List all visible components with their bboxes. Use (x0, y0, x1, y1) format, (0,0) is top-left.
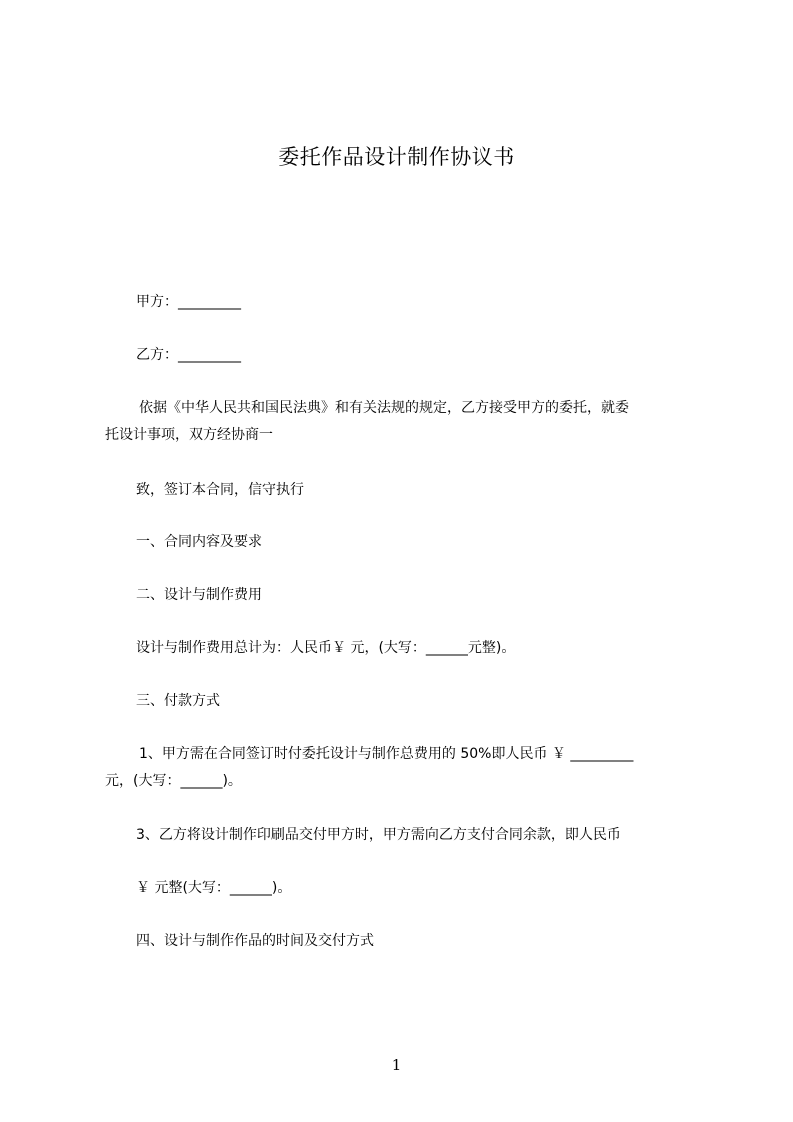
section-heading-payment: 三、付款方式 (136, 693, 220, 709)
document-title: 委托作品设计制作协议书 (278, 145, 515, 169)
payment-clause-1-line-2: 元，(大写：______)。 (105, 773, 242, 789)
payment-clause-3-line-1: 3、乙方将设计制作印刷品交付甲方时，甲方需向乙方支付合同余款，即人民币 (136, 827, 621, 843)
page-number: 1 (391, 1056, 402, 1074)
section-heading-fees: 二、设计与制作费用 (136, 587, 262, 603)
section-heading-contract-content: 一、合同内容及要求 (136, 534, 262, 550)
intro-paragraph-line-2: 托设计事项，双方经协商一 (105, 427, 273, 443)
intro-paragraph-line-3: 致，签订本合同，信守执行 (136, 482, 304, 498)
payment-clause-3-line-2: ￥ 元整(大写：______)。 (136, 880, 292, 896)
party-b-line: 乙方：_________ (136, 347, 241, 363)
party-a-line: 甲方：_________ (136, 294, 241, 310)
payment-clause-1-line-1: 1、甲方需在合同签订时付委托设计与制作总费用的 50%即人民币 ￥ _________ (139, 746, 634, 762)
fee-total-line: 设计与制作费用总计为：人民币￥ 元，(大写：______元整)。 (136, 640, 516, 656)
section-heading-delivery: 四、设计与制作作品的时间及交付方式 (136, 933, 374, 949)
intro-paragraph-line-1: 依据《中华人民共和国民法典》和有关法规的规定，乙方接受甲方的委托，就委 (139, 400, 629, 416)
